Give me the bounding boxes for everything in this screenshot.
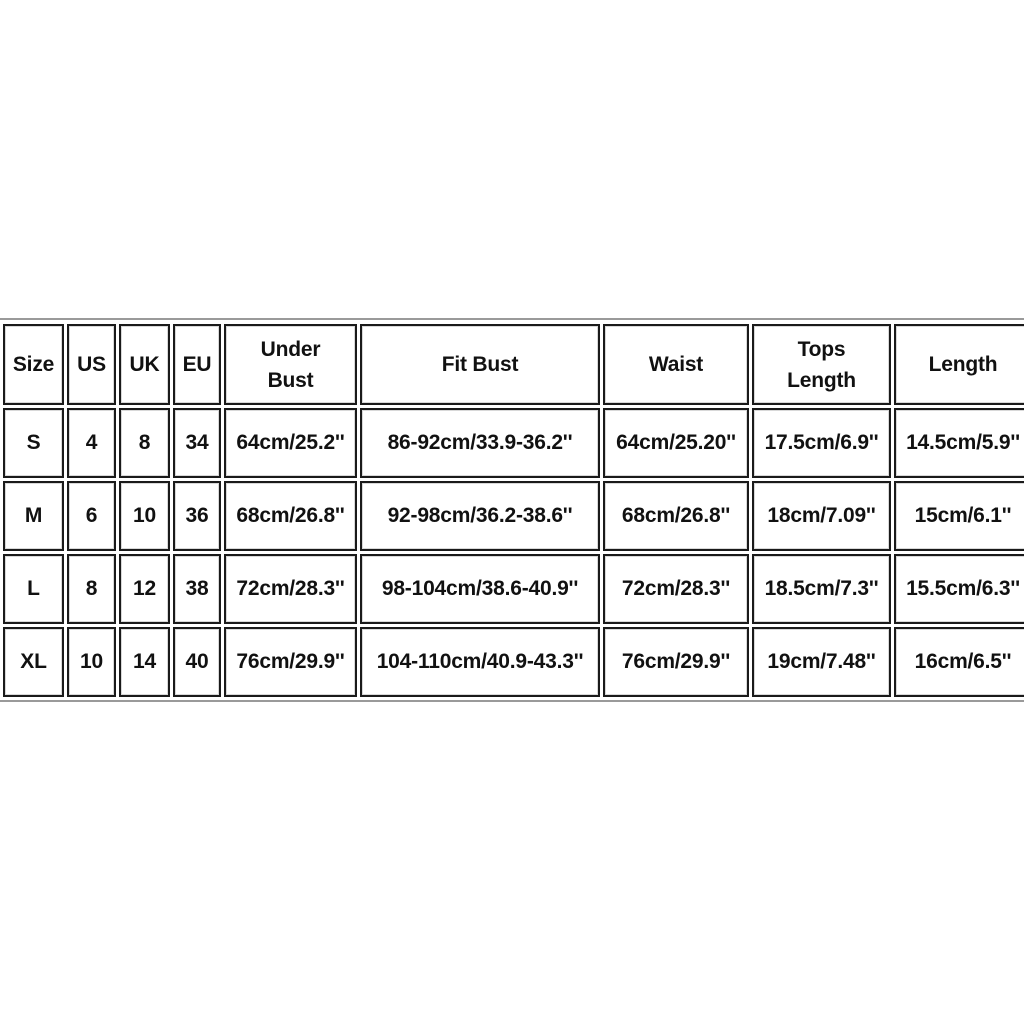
table-cell: 86-92cm/33.9-36.2'' xyxy=(360,408,600,478)
table-cell: 19cm/7.48'' xyxy=(752,627,891,697)
table-cell: 17.5cm/6.9'' xyxy=(752,408,891,478)
table-cell: 18.5cm/7.3'' xyxy=(752,554,891,624)
table-cell: 10 xyxy=(119,481,170,551)
table-cell: 92-98cm/36.2-38.6'' xyxy=(360,481,600,551)
table-cell: 6 xyxy=(67,481,116,551)
header-label: Under Bust xyxy=(260,337,321,392)
table-cell: 12 xyxy=(119,554,170,624)
table-cell: 98-104cm/38.6-40.9'' xyxy=(360,554,600,624)
header-cell-fit-bust xyxy=(360,324,600,405)
header-label: EU xyxy=(182,353,212,376)
header-cell-length xyxy=(894,324,1024,405)
table-cell: 38 xyxy=(173,554,221,624)
table-cell: 4 xyxy=(67,408,116,478)
header-label: Fit Bust xyxy=(441,353,519,376)
header-cell-tops-length xyxy=(752,324,891,405)
header-cell-eu xyxy=(173,324,221,405)
table-cell: 64cm/25.20'' xyxy=(603,408,749,478)
header-label: UK xyxy=(129,353,160,376)
table-cell: XL xyxy=(3,627,64,697)
header-label: Waist xyxy=(648,353,704,376)
table-cell: M xyxy=(3,481,64,551)
table-cell: 8 xyxy=(67,554,116,624)
header-cell-size xyxy=(3,324,64,405)
table-row xyxy=(3,554,1024,624)
header-cell-us xyxy=(67,324,116,405)
table-cell: 68cm/26.8'' xyxy=(603,481,749,551)
table-row xyxy=(3,627,1024,697)
table-cell: 10 xyxy=(67,627,116,697)
header-label: Tops Length xyxy=(787,337,856,392)
table-cell: 104-110cm/40.9-43.3'' xyxy=(360,627,600,697)
table-cell: 14 xyxy=(119,627,170,697)
table-cell: 15cm/6.1'' xyxy=(894,481,1024,551)
header-cell-uk xyxy=(119,324,170,405)
table-row xyxy=(3,481,1024,551)
table-cell: 36 xyxy=(173,481,221,551)
table-cell: 76cm/29.9'' xyxy=(603,627,749,697)
header-row xyxy=(3,324,1024,405)
table-cell: 8 xyxy=(119,408,170,478)
header-label: Length xyxy=(928,353,998,376)
table-cell: 68cm/26.8'' xyxy=(224,481,357,551)
header-label: US xyxy=(77,353,106,376)
table-cell: 18cm/7.09'' xyxy=(752,481,891,551)
table-cell: 34 xyxy=(173,408,221,478)
table-cell: 15.5cm/6.3'' xyxy=(894,554,1024,624)
table-cell: S xyxy=(3,408,64,478)
header-cell-under-bust xyxy=(224,324,357,405)
table-cell: 64cm/25.2'' xyxy=(224,408,357,478)
table-cell: 72cm/28.3'' xyxy=(224,554,357,624)
table-cell: L xyxy=(3,554,64,624)
size-chart-table xyxy=(0,321,1024,700)
header-cell-waist xyxy=(603,324,749,405)
size-chart-frame xyxy=(0,318,1024,702)
table-cell: 16cm/6.5'' xyxy=(894,627,1024,697)
table-cell: 40 xyxy=(173,627,221,697)
header-label: Size xyxy=(12,353,55,376)
table-cell: 76cm/29.9'' xyxy=(224,627,357,697)
table-row xyxy=(3,408,1024,478)
table-cell: 72cm/28.3'' xyxy=(603,554,749,624)
table-cell: 14.5cm/5.9'' xyxy=(894,408,1024,478)
